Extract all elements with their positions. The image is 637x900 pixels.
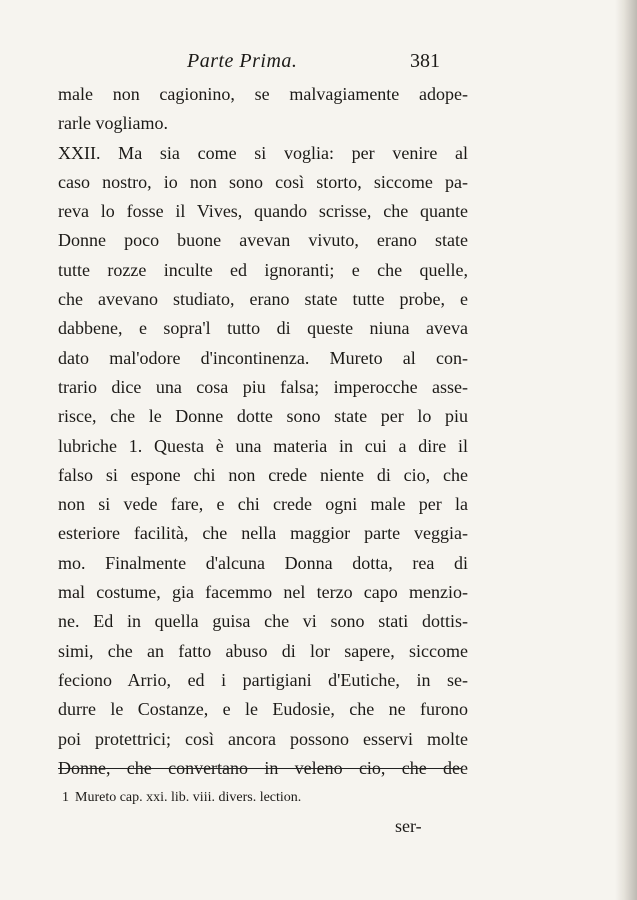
text-line: Donne poco buone avevan vivuto, erano state: [58, 230, 468, 251]
text-line: caso nostro, io non sono così storto, siccome pa-: [58, 171, 468, 192]
catchword: ser-: [395, 816, 422, 836]
page-edge-shadow: [615, 0, 637, 900]
text-line: non si vede fare, e chi crede ogni male per la: [58, 494, 468, 515]
text-line: reva lo fosse il Vives, quando scrisse, che quante: [58, 201, 468, 222]
text-line: falso si espone chi non crede niente di cio, che: [58, 464, 468, 485]
footnote-rule: [58, 768, 462, 769]
text-line: feciono Arrio, ed i partigiani d'Eutiche, in se-: [58, 669, 468, 690]
text-line: male non cagionino, se malvagiamente adope-: [58, 84, 468, 104]
text-line: simi, che an fatto abuso di lor sapere, siccome: [58, 640, 468, 661]
text-line: mal costume, gia facemmo nel terzo capo menzio-: [58, 582, 468, 603]
body-text: [58, 80, 468, 783]
text-line: rarle vogliamo.: [58, 113, 168, 134]
text-line: XXII. Ma sia come si voglia: per venire al: [58, 142, 468, 163]
text-line: esteriore facilità, che nella maggior parte veggia-: [58, 523, 468, 544]
page-header: [60, 50, 460, 80]
text-line: dabbene, e sopra'l tutto di queste niuna aveva: [58, 318, 468, 339]
text-line: risce, che le Donne dotte sono state per lo piu: [58, 406, 468, 427]
running-title: Parte Prima.: [187, 50, 298, 72]
text-line: trario dice una cosa piu falsa; imperocche asse-: [58, 376, 468, 397]
text-line: durre le Costanze, e le Eudosie, che ne furono: [58, 699, 468, 720]
footnote-text: Mureto cap. xxi. lib. viii. divers. lection.: [75, 790, 302, 805]
text-line: dato mal'odore d'incontinenza. Mureto al con-: [58, 347, 468, 368]
footnote-marker: 1: [62, 790, 69, 805]
page-number: 381: [410, 50, 440, 72]
text-line: poi protettrici; così ancora possono esservi molte: [58, 728, 468, 749]
text-line: che avevano studiato, erano state tutte probe, e: [58, 289, 468, 310]
text-line: lubriche 1. Questa è una materia in cui a dire il: [58, 435, 468, 456]
text-line: Donne, che convertano in veleno cio, che dee: [58, 757, 468, 778]
footnote: [62, 790, 301, 806]
text-line: tutte rozze inculte ed ignoranti; e che quelle,: [58, 259, 468, 280]
text-line: mo. Finalmente d'alcuna Donna dotta, rea di: [58, 552, 468, 573]
text-line: ne. Ed in quella guisa che vi sono stati dottis-: [58, 611, 468, 632]
